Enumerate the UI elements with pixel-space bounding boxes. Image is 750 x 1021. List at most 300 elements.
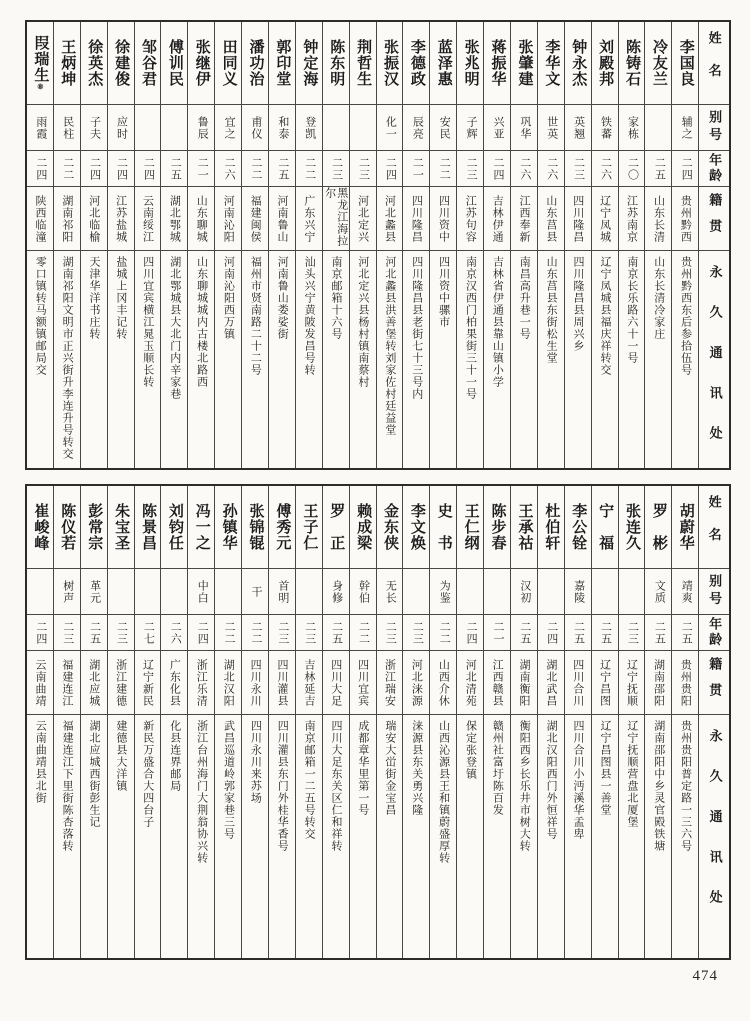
alias-cell <box>161 568 187 614</box>
age-cell: 二四 <box>27 614 53 650</box>
name-cell: 陈仪若 <box>59 503 76 551</box>
entry-column <box>483 22 510 468</box>
native-place-cell: 湖北汉阳 <box>215 650 241 714</box>
address-cell: 辽宁凤城县福庆祥转交 <box>592 250 618 468</box>
name-cell: 钟永杰 <box>570 39 587 87</box>
entry-column <box>268 22 295 468</box>
address-cell: 湖北汉阳西门外恒祥号 <box>538 714 564 958</box>
address-cell: 湖南祁阳文明市正兴街升李连升号转交 <box>54 250 80 468</box>
name-cell: 王仁纲 <box>462 503 479 551</box>
age-cell: 二六 <box>215 150 241 186</box>
header-column <box>698 486 729 958</box>
address-cell: 河南鲁山娄娑街 <box>269 250 295 468</box>
entry-column <box>214 486 241 958</box>
name-cell: 胡蔚华 <box>677 503 694 551</box>
name-cell: 陈步春 <box>489 503 506 551</box>
age-cell: 二二 <box>242 150 268 186</box>
name-cell: 傅秀元 <box>274 503 291 551</box>
native-place-cell: 湖北应城 <box>81 650 107 714</box>
address-cell: 贵州贵阳普定路一三六号 <box>672 714 698 958</box>
alias-cell: 巩华 <box>511 104 537 150</box>
alias-cell <box>135 568 161 614</box>
native-place-cell: 山东聊城 <box>188 186 214 250</box>
header-native-label: 籍贯 <box>699 186 729 250</box>
native-place-cell: 广东兴宁 <box>296 186 322 250</box>
native-place-cell: 江苏盐城 <box>108 186 134 250</box>
alias-cell: 安民 <box>430 104 456 150</box>
name-cell: 张连久 <box>624 503 640 551</box>
name-cell: 罗 正 <box>328 503 345 551</box>
alias-cell: 英翘 <box>565 104 591 150</box>
entry-column <box>80 486 107 958</box>
entry-column <box>618 22 645 468</box>
entry-column <box>134 22 161 468</box>
age-cell: 二三 <box>619 614 645 650</box>
entry-column <box>80 22 107 468</box>
alias-cell <box>484 568 510 614</box>
alias-cell <box>161 104 187 150</box>
entry-column <box>107 22 134 468</box>
name-cell: 金东侠 <box>381 503 398 551</box>
native-place-cell: 江苏南京 <box>619 186 645 250</box>
native-place-cell: 浙江瑞安 <box>377 650 403 714</box>
native-place-cell: 湖北武昌 <box>538 650 564 714</box>
address-cell: 涞源县东关勇兴隆 <box>403 714 429 958</box>
entry-column <box>187 22 214 468</box>
entry-column <box>644 22 671 468</box>
entry-column <box>591 486 618 958</box>
native-place-cell: 浙江建德 <box>108 650 134 714</box>
entry-column <box>644 486 671 958</box>
address-cell: 新民万盛合大四台子 <box>135 714 161 958</box>
name-cell: 张锦锟 <box>247 503 264 551</box>
address-cell: 山西沁源县王和镇蔚盛厚转 <box>430 714 456 958</box>
native-place-cell: 河北清苑 <box>457 650 483 714</box>
native-place-cell: 福建闽侯 <box>242 186 268 250</box>
age-cell: 二五 <box>161 150 187 186</box>
alias-cell <box>645 104 671 150</box>
native-place-cell: 湖南衡阳 <box>511 650 537 714</box>
native-place-cell: 辽宁抚顺 <box>619 650 645 714</box>
age-cell: 二三 <box>54 614 80 650</box>
alias-cell: 鲁辰 <box>188 104 214 150</box>
name-cell: 蒋振华 <box>489 39 506 87</box>
entry-column <box>134 486 161 958</box>
address-cell: 赣州社富圩陈百发 <box>484 714 510 958</box>
age-cell: 二五 <box>269 150 295 186</box>
name-cell: 钟定海 <box>301 39 318 87</box>
age-cell: 二四 <box>108 150 134 186</box>
alias-cell <box>592 568 618 614</box>
address-cell: 盐城上冈丰记转 <box>108 250 134 468</box>
age-cell: 二一 <box>188 150 214 186</box>
age-cell: 二二 <box>242 614 268 650</box>
alias-cell: 树声 <box>54 568 80 614</box>
entry-column <box>591 22 618 468</box>
entry-column <box>160 486 187 958</box>
native-place-cell: 黑龙江海拉尔 <box>323 186 349 250</box>
address-cell: 湖北鄂城县大北门内辛家巷 <box>161 250 187 468</box>
name-cell: 徐英杰 <box>86 39 103 87</box>
age-cell: 二三 <box>269 614 295 650</box>
native-place-cell: 河南鲁山 <box>269 186 295 250</box>
alias-cell: 汉初 <box>511 568 537 614</box>
alias-cell: 宜之 <box>215 104 241 150</box>
entry-column <box>429 22 456 468</box>
address-cell: 四川永川来苏场 <box>242 714 268 958</box>
native-place-cell: 浙江乐清 <box>188 650 214 714</box>
alias-cell: 铁蕃 <box>592 104 618 150</box>
entry-column <box>510 486 537 958</box>
address-cell: 四川隆昌县周兴乡 <box>565 250 591 468</box>
alias-cell: 应时 <box>108 104 134 150</box>
age-cell: 二二 <box>215 614 241 650</box>
age-cell: 二三 <box>323 150 349 186</box>
alias-cell: 世英 <box>538 104 564 150</box>
native-place-cell: 山东莒县 <box>538 186 564 250</box>
native-place-cell: 辽宁新民 <box>135 650 161 714</box>
entry-column <box>456 22 483 468</box>
native-place-cell: 贵州贵阳 <box>672 650 698 714</box>
name-cell: 彭常宗 <box>86 503 103 551</box>
entry-column <box>295 486 322 958</box>
entry-column <box>241 486 268 958</box>
page-number: 474 <box>692 968 718 984</box>
entry-column <box>241 22 268 468</box>
name-cell: 徐建俊 <box>113 39 130 87</box>
alias-cell: 靖爽 <box>672 568 698 614</box>
entry-column <box>376 486 403 958</box>
header-native-label: 籍贯 <box>699 650 729 714</box>
native-place-cell: 山西介休 <box>430 650 456 714</box>
name-cell: 李德政 <box>408 39 425 87</box>
name-cell: 朱宝圣 <box>113 503 130 551</box>
native-place-cell: 陕西临潼 <box>27 186 53 250</box>
native-place-cell: 辽宁昌图 <box>592 650 618 714</box>
alias-cell <box>403 568 429 614</box>
native-place-cell: 河北临榆 <box>81 186 107 250</box>
native-place-cell: 河南沁阳 <box>215 186 241 250</box>
alias-cell <box>457 568 483 614</box>
native-place-cell: 吉林延吉 <box>296 650 322 714</box>
address-cell: 四川宜宾横江晁玉顺长转 <box>135 250 161 468</box>
native-place-cell: 四川隆昌 <box>565 186 591 250</box>
address-cell: 南昌高升巷一号 <box>511 250 537 468</box>
age-cell: 二一 <box>403 150 429 186</box>
directory-table-top <box>25 20 731 470</box>
address-cell: 湖北应城西街彭生记 <box>81 714 107 958</box>
age-cell: 二三 <box>108 614 134 650</box>
alias-cell: 文质 <box>645 568 671 614</box>
alias-cell: 甫仪 <box>242 104 268 150</box>
address-cell: 四川灌县东门外桂华香号 <box>269 714 295 958</box>
header-address-label: 永久通讯处 <box>699 250 729 468</box>
age-cell: 二三 <box>296 614 322 650</box>
address-cell: 河南沁阳西万镇 <box>215 250 241 468</box>
entry-column <box>671 486 698 958</box>
alias-cell: 中白 <box>188 568 214 614</box>
age-cell: 二五 <box>511 614 537 650</box>
address-cell: 建德县大洋镇 <box>108 714 134 958</box>
native-place-cell: 贵州黔西 <box>672 186 698 250</box>
native-place-cell: 四川宜宾 <box>350 650 376 714</box>
entry-column <box>671 22 698 468</box>
alias-cell <box>135 104 161 150</box>
name-cell: 杜伯轩 <box>543 503 560 551</box>
age-cell: 二六 <box>161 614 187 650</box>
age-cell: 二三 <box>350 150 376 186</box>
address-cell: 南京汉西门柏果街三十一号 <box>457 250 483 468</box>
name-cell: 王承祜 <box>516 503 533 551</box>
native-place-cell: 河北涞源 <box>403 650 429 714</box>
native-place-cell: 河北蠡县 <box>377 186 403 250</box>
native-place-cell: 湖北鄂城 <box>161 186 187 250</box>
address-cell: 福建连江下里街陈杏落转 <box>54 714 80 958</box>
name-footnote-mark: ⑧ <box>36 83 45 91</box>
alias-cell: 化一 <box>377 104 403 150</box>
address-cell: 四川隆昌县老街七十三号内 <box>403 250 429 468</box>
address-cell: 湖南邵阳中乡灵官殿铁塘 <box>645 714 671 958</box>
native-place-cell: 四川合川 <box>565 650 591 714</box>
alias-cell: 无长 <box>377 568 403 614</box>
entry-column <box>618 486 645 958</box>
address-cell: 山东莒县东街松生堂 <box>538 250 564 468</box>
native-place-cell: 广东化县 <box>161 650 187 714</box>
address-cell: 化县连界邮局 <box>161 714 187 958</box>
alias-cell: 首明 <box>269 568 295 614</box>
native-place-cell: 云南曲靖 <box>27 650 53 714</box>
entry-column <box>322 486 349 958</box>
entry-column <box>402 486 429 958</box>
alias-cell <box>215 568 241 614</box>
age-cell: 二一 <box>484 614 510 650</box>
entry-column <box>187 486 214 958</box>
name-cell: 李国良 <box>677 39 694 87</box>
alias-cell: 干 <box>242 568 268 614</box>
age-cell: 二五 <box>672 614 698 650</box>
age-cell: 二四 <box>135 150 161 186</box>
name-cell: 李文焕 <box>408 503 425 551</box>
address-cell: 山东长清冷家庄 <box>645 250 671 468</box>
alias-cell: 子夫 <box>81 104 107 150</box>
header-age-label: 年龄 <box>699 150 729 186</box>
native-place-cell: 湖南祁阳 <box>54 186 80 250</box>
native-place-cell: 辽宁凤城 <box>592 186 618 250</box>
age-cell: 二五 <box>323 614 349 650</box>
age-cell: 二四 <box>188 614 214 650</box>
alias-cell: 登凯 <box>296 104 322 150</box>
address-cell: 武昌巡道岭郭家巷三号 <box>215 714 241 958</box>
name-cell: 陈铸石 <box>624 39 640 87</box>
name-cell: 王炳坤 <box>59 39 76 87</box>
name-cell: 王子仁 <box>301 503 318 551</box>
header-name-label: 姓名 <box>706 30 722 96</box>
alias-cell <box>350 104 376 150</box>
native-place-cell: 湖南邵阳 <box>645 650 671 714</box>
alias-cell: 嘉陵 <box>565 568 591 614</box>
age-cell: 二五 <box>592 614 618 650</box>
age-cell: 二三 <box>403 614 429 650</box>
name-cell: 邹谷君 <box>139 39 156 87</box>
name-cell: 罗 彬 <box>650 503 667 551</box>
native-place-cell: 四川灌县 <box>269 650 295 714</box>
entry-column <box>107 486 134 958</box>
header-column <box>698 22 729 468</box>
alias-cell: 身修 <box>323 568 349 614</box>
address-cell: 辽宁抚顺营盘北厦堡 <box>619 714 645 958</box>
native-place-cell: 四川隆昌 <box>403 186 429 250</box>
entry-column <box>322 22 349 468</box>
native-place-cell: 四川永川 <box>242 650 268 714</box>
native-place-cell: 吉林伊通 <box>484 186 510 250</box>
age-cell: 二四 <box>27 150 53 186</box>
entry-column <box>295 22 322 468</box>
age-cell: 二四 <box>377 150 403 186</box>
name-cell: 叚瑞生⑧ <box>32 35 49 91</box>
entry-column <box>456 486 483 958</box>
entry-column <box>214 22 241 468</box>
entry-column <box>510 22 537 468</box>
age-cell: 二三 <box>565 150 591 186</box>
address-cell: 河北定兴县杨村镇南蔡村 <box>350 250 376 468</box>
age-cell: 二四 <box>81 150 107 186</box>
age-cell: 二三 <box>457 150 483 186</box>
age-cell: 二五 <box>645 150 671 186</box>
alias-cell <box>108 568 134 614</box>
address-cell: 四川合川小沔溪华孟卑 <box>565 714 591 958</box>
entry-column <box>429 486 456 958</box>
entry-column <box>268 486 295 958</box>
header-name-label: 姓名 <box>706 494 722 560</box>
age-cell: 二四 <box>538 614 564 650</box>
age-cell: 二二 <box>430 150 456 186</box>
alias-cell: 革元 <box>81 568 107 614</box>
age-cell: 二五 <box>645 614 671 650</box>
alias-cell <box>538 568 564 614</box>
alias-cell: 兴亚 <box>484 104 510 150</box>
address-cell: 南京邮箱十六号 <box>323 250 349 468</box>
entry-column <box>27 22 53 468</box>
address-cell: 成都章华里第一号 <box>350 714 376 958</box>
native-place-cell: 河北定兴 <box>350 186 376 250</box>
address-cell: 云南曲靖县北街 <box>27 714 53 958</box>
name-cell: 冷友兰 <box>650 39 667 87</box>
native-place-cell: 四川资中 <box>430 186 456 250</box>
entry-column <box>402 22 429 468</box>
age-cell: 二二 <box>296 150 322 186</box>
address-cell: 辽宁昌图县一善堂 <box>592 714 618 958</box>
address-cell: 河北蠡县洪善堡转刘家佐村廷益堂 <box>377 250 403 468</box>
name-cell: 刘殿邦 <box>597 39 614 87</box>
age-cell: 二〇 <box>619 150 645 186</box>
entry-column <box>349 22 376 468</box>
entry-column <box>53 22 80 468</box>
address-cell: 贵州黔西东后参拾伍号 <box>672 250 698 468</box>
entry-column <box>537 22 564 468</box>
address-cell: 南京长乐路六十一号 <box>619 250 645 468</box>
age-cell: 二四 <box>672 150 698 186</box>
address-cell: 瑞安大峃街金宝昌 <box>377 714 403 958</box>
alias-cell: 和泰 <box>269 104 295 150</box>
address-cell: 南京邮箱一二五号转交 <box>296 714 322 958</box>
name-cell: 李华文 <box>543 39 560 87</box>
name-cell: 张振汉 <box>381 39 398 87</box>
alias-cell: 民柱 <box>54 104 80 150</box>
age-cell: 二二 <box>350 614 376 650</box>
address-cell: 山东聊城城内古楼北路西 <box>188 250 214 468</box>
name-cell: 赖成梁 <box>355 503 372 551</box>
entry-column <box>564 22 591 468</box>
alias-cell: 为鉴 <box>430 568 456 614</box>
alias-cell: 子辉 <box>457 104 483 150</box>
alias-cell: 辰亮 <box>403 104 429 150</box>
header-alias-label: 别号 <box>699 104 729 150</box>
address-cell: 保定张登镇 <box>457 714 483 958</box>
entry-column <box>53 486 80 958</box>
alias-cell <box>323 104 349 150</box>
alias-cell <box>296 568 322 614</box>
name-cell: 蓝泽惠 <box>435 39 452 87</box>
native-place-cell: 江西奉新 <box>511 186 537 250</box>
alias-cell <box>27 568 53 614</box>
name-cell: 张兆明 <box>462 39 479 87</box>
alias-cell: 辅之 <box>672 104 698 150</box>
entry-column <box>160 22 187 468</box>
name-cell: 张继伊 <box>193 39 210 87</box>
directory-table-bottom <box>25 484 731 960</box>
age-cell: 二四 <box>457 614 483 650</box>
name-cell: 崔峻峰 <box>32 503 49 551</box>
age-cell: 二三 <box>377 614 403 650</box>
age-cell: 二六 <box>592 150 618 186</box>
alias-cell: 家栋 <box>619 104 645 150</box>
alias-cell: 雨霞 <box>27 104 53 150</box>
name-cell: 刘钧任 <box>166 503 183 551</box>
age-cell: 二五 <box>81 614 107 650</box>
address-cell: 四川大足东关区仁和祥转 <box>323 714 349 958</box>
native-place-cell: 福建连江 <box>54 650 80 714</box>
name-cell: 陈东明 <box>328 39 345 87</box>
name-cell: 李公铨 <box>570 503 587 551</box>
name-cell: 史 书 <box>435 503 452 551</box>
address-cell: 零口镇转马额镇邮局交 <box>27 250 53 468</box>
entry-column <box>27 486 53 958</box>
address-cell: 汕头兴宁黄陂发昌号转 <box>296 250 322 468</box>
entry-column <box>376 22 403 468</box>
address-cell: 福州市贤南路二十二号 <box>242 250 268 468</box>
address-cell: 四川资中骡市 <box>430 250 456 468</box>
native-place-cell: 江西赣县 <box>484 650 510 714</box>
age-cell: 二二 <box>430 614 456 650</box>
header-address-label: 永久通讯处 <box>699 714 729 958</box>
age-cell: 二二 <box>54 150 80 186</box>
header-age-label: 年龄 <box>699 614 729 650</box>
name-cell: 潘功治 <box>247 39 264 87</box>
name-cell: 冯一之 <box>193 503 210 551</box>
age-cell: 二六 <box>511 150 537 186</box>
alias-cell <box>619 568 645 614</box>
age-cell: 二五 <box>565 614 591 650</box>
name-cell: 郭印堂 <box>274 39 291 87</box>
name-cell: 陈景昌 <box>139 503 156 551</box>
address-cell: 天津华洋书庄转 <box>81 250 107 468</box>
entry-column <box>537 486 564 958</box>
name-cell: 孙镇华 <box>220 503 237 551</box>
entry-column <box>483 486 510 958</box>
name-cell: 傅训民 <box>166 39 183 87</box>
age-cell: 二六 <box>538 150 564 186</box>
header-alias-label: 别号 <box>699 568 729 614</box>
